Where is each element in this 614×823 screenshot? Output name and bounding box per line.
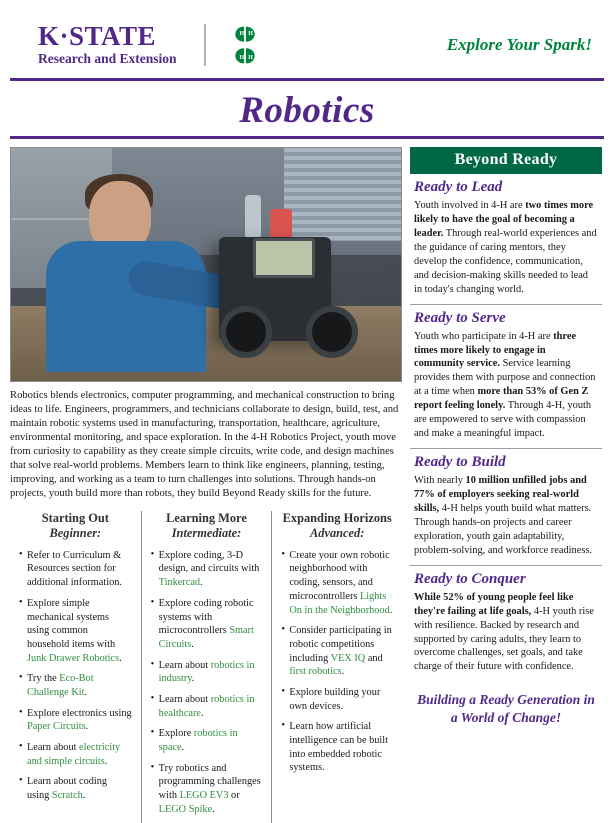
resource-link[interactable]: first robotics [289,666,342,678]
list-item [151,727,263,754]
resource-link[interactable]: LEGO EV3 [179,790,229,802]
resource-link[interactable]: LEGO Spike [158,803,213,815]
list-item-text: . [200,707,204,719]
column-title: Expanding Horizons [282,510,392,525]
resource-link[interactable]: Paper Circuits [27,721,86,733]
column-level: Beginner: [49,526,102,541]
svg-text:H: H [239,54,245,61]
resource-link[interactable]: robotics in industry [158,659,255,685]
list-item-text: . [191,673,195,685]
emphasis-text: While 52% of young people feel like they're failing at life goals, [414,591,574,617]
ready-block-title: Ready to Build [414,454,506,471]
column-heading-beginner [19,511,132,542]
list-item [19,597,132,665]
ready-blocks-container [410,174,602,681]
column-advanced [271,511,402,823]
ready-block-body [414,199,598,297]
body-text: With nearly [414,475,466,487]
list-item [151,597,263,652]
resource-link[interactable]: VEX IQ [330,652,366,664]
list-item-text: and [365,652,383,664]
column-level: Advanced: [309,526,365,541]
progression-columns [10,511,402,823]
list-item-text: . [389,604,393,616]
four-leaf-clover-icon [222,22,268,68]
body-text: Youth involved in 4-H are [414,200,526,211]
list-item-text: Try robotics and programming challenges with [158,762,261,802]
list-item-text: Learn how artificial intelligence can be built into embedded robotic systems. [289,721,388,774]
resource-link[interactable]: Junk Drawer Robotics [27,652,120,664]
beginner-list [19,549,132,803]
resource-link[interactable]: Eco-Bot Challenge Kit [27,673,94,698]
body-text: Youth who participate in 4-H are [414,330,554,342]
svg-text:H: H [239,30,245,37]
resource-link[interactable]: robotics in healthcare [158,693,255,719]
resource-link[interactable]: Tinkercad [158,577,201,589]
photo-caption: Robotics blends electronics, computer programming, and mechanical construction to bring ideas to life. Engineers, programmers, and technicians collaborate to design, build, test, and maintain robotic systems used in manufacturing, transportation, healthcare, agriculture, environmental monitoring, and space exploration. In the 4-H Robotics Project, youth move from curiosity to capability as they create simple circuits, write code, and design machines that solve real-world problems. Members learn to think like engineers, planning, testing, improving, and working as a team to turn challenges into solutions. Through hands-on projects, youth build more than robots, they build Beyond Ready skills for the future. [10,390,399,499]
list-item-text: . [104,755,108,767]
list-item [19,672,132,699]
column-heading-advanced [281,511,393,542]
body-text: Through real-world experiences and the guidance of caring mentors, they develop the confidence, communication, and decision-making skills needed to lead in today's changing world. [414,227,597,295]
list-item [281,686,393,713]
title-divider [10,136,604,139]
resource-link[interactable]: electricity and simple circuits [27,742,121,767]
ready-block [410,449,602,566]
column-title: Learning More [166,510,247,525]
kstate-subtitle: Research and Extension [38,51,177,67]
column-level: Intermediate: [171,526,242,541]
beyond-ready-banner: Beyond Ready [410,147,602,174]
column-intermediate [141,511,272,823]
ready-block-title: Ready to Serve [414,309,506,326]
column-beginner [10,511,141,823]
list-item-text: Refer to Curriculum & Resources section for additional information. [27,549,122,589]
list-item-text: Learn about [158,659,211,671]
list-item-text: Learn about [27,742,80,753]
list-item [151,659,263,686]
page-header [10,0,604,72]
list-item-text: . [85,721,89,733]
body-text: 4-H helps youth build what matters. Through hands-on projects and career exploration, youth gain adaptability, problem-solving, and workforce readiness. [414,502,593,556]
header-divider [10,78,604,81]
svg-text:H: H [248,30,253,37]
page-title: Robotics [239,90,375,131]
resource-link[interactable]: Lights On in the Neighborhood [289,590,390,616]
closing-statement: Building a Ready Generation in a World of Change! [417,692,595,725]
logo-divider [204,24,206,66]
column-title: Starting Out [41,510,109,525]
left-column [10,147,402,823]
list-item [19,741,132,768]
list-item-text: Create your own robotic neighborhood with coding, sensors, and microcontrollers [289,549,390,602]
list-item-text: Explore coding robotic systems with microcontrollers [158,597,254,637]
list-item-text: Explore simple mechanical systems using common household items with [27,597,116,650]
kstate-wordmark: K·STATE [38,21,157,52]
list-item-text: Explore [158,728,194,740]
ready-block-body [414,330,598,442]
list-item [19,549,132,590]
list-item-text: . [84,686,88,698]
emphasis-text: 10 million unfilled jobs and 77% of employers seeking real-world skills, [414,475,587,514]
list-item-text: . [82,790,86,802]
ready-block-title: Ready to Conquer [414,570,526,587]
list-item-text: . [212,803,215,815]
ready-block-body [414,474,598,558]
list-item [19,707,132,734]
resource-link[interactable]: Smart Circuits [158,625,254,650]
column-heading-intermediate [151,511,263,542]
list-item-text: . [181,742,185,753]
kstate-logo [10,23,188,67]
list-item-text: or [228,790,240,802]
list-item-text: Explore building your own devices. [289,686,381,712]
emphasis-text: two times more likely to have the goal of becoming a leader. [414,200,594,239]
list-item-text: . [200,577,203,589]
resource-link[interactable]: robotics in space [158,728,238,753]
list-item [151,549,263,590]
ready-block-title: Ready to Lead [414,179,503,195]
list-item-text: Learn about [158,693,211,705]
advanced-list [281,549,393,775]
emphasis-text: more than 53% of Gen Z report feeling lonely. [414,386,589,412]
robotics-photo [10,147,402,382]
ready-block [410,174,602,305]
list-item [281,720,393,775]
svg-text:H: H [248,54,253,61]
intermediate-list [151,549,263,817]
list-item-text: Explore electronics using [27,707,132,719]
list-item-text: . [119,652,122,664]
list-item [281,624,393,679]
body-text: Service learning provides them with purpose and connection at a time when [414,358,596,398]
body-text: 4-H youth rise with resilience. Backed by research and supported by caring adults, they learn to overcome challenges, set goals, and take charge of their future with confidence. [414,605,594,673]
body-text: Through 4-H, youth are empowered to serve with compassion and make a meaningful impact. [414,400,592,440]
emphasis-text: three times more likely to engage in community service. [414,330,577,370]
body-wrapper [10,147,604,823]
list-item-text: . [191,638,194,650]
list-item [151,762,263,817]
beyond-ready-sidebar [410,147,602,823]
ready-block [410,566,602,682]
list-item-text: . [341,666,345,678]
list-item [151,693,263,720]
header-tagline: Explore Your Spark! [446,35,592,54]
list-item [281,549,393,617]
ready-block [410,305,602,450]
list-item-text: Explore coding, 3-D design, and circuits with [158,549,260,575]
resource-link[interactable]: Scratch [51,790,83,802]
list-item-text: Consider participating in robotic competitions including [289,625,392,664]
list-item [19,775,132,802]
list-item-text: Try the [27,673,60,685]
list-item-text: Learn about coding using [27,776,108,802]
ready-block-body [414,591,598,675]
